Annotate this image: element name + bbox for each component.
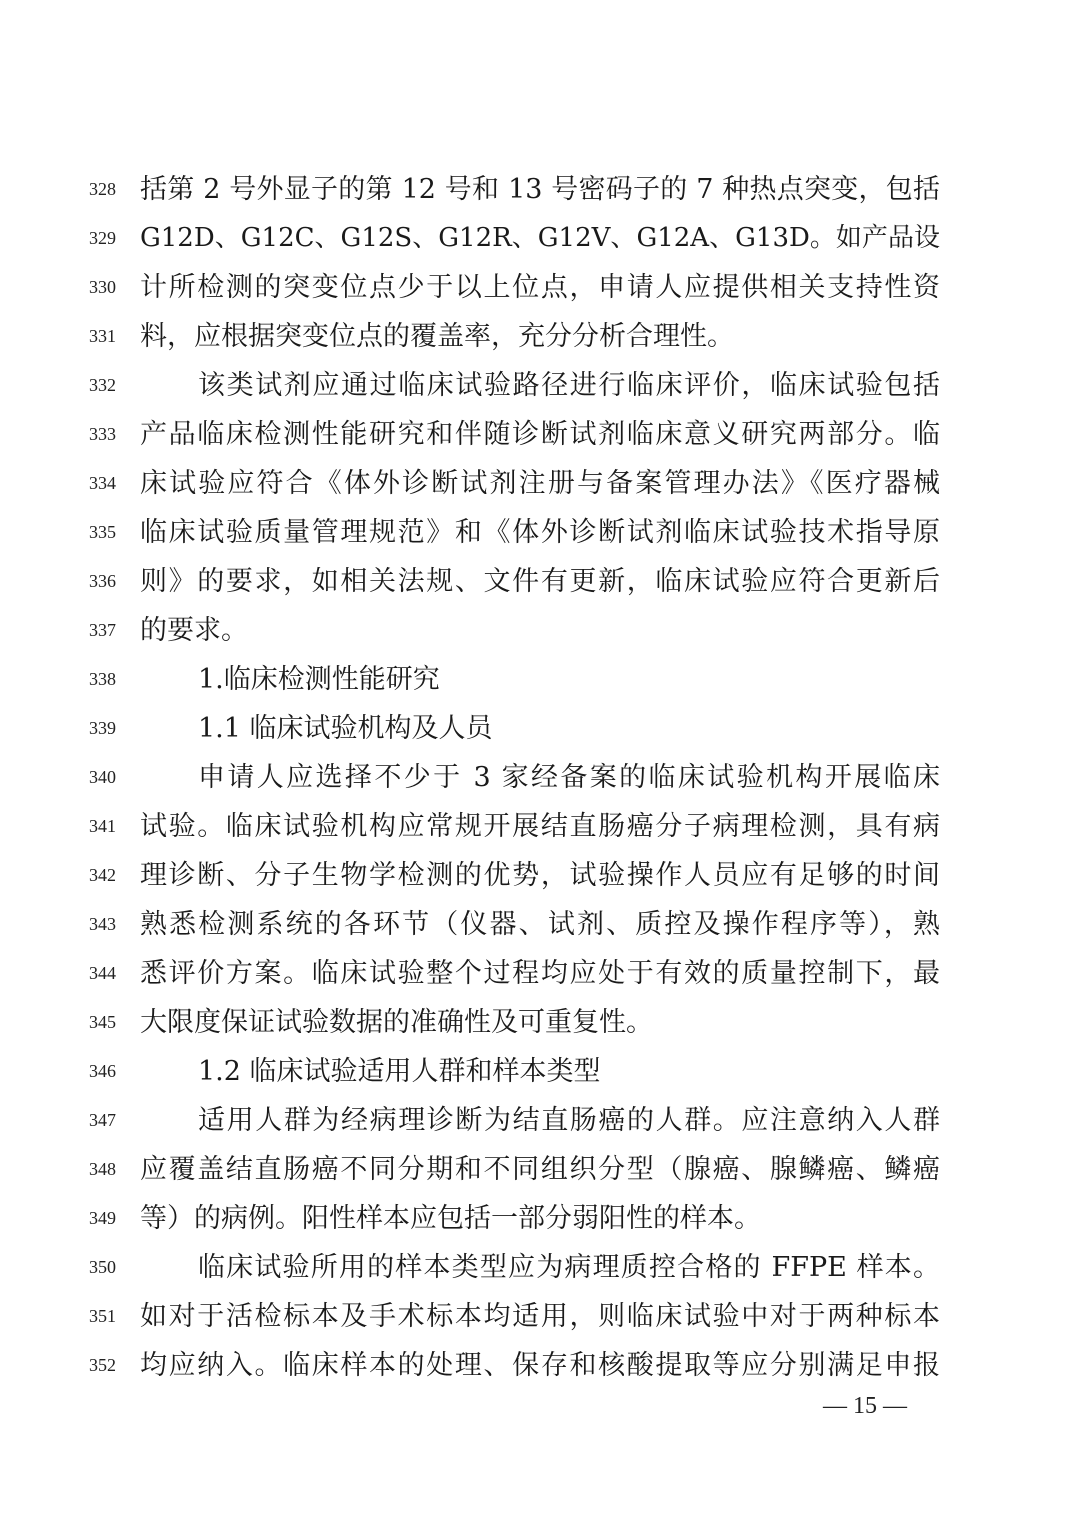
line-number: 341 — [89, 816, 116, 836]
line-text: 应覆盖结直肠癌不同分期和不同组织分型（腺癌、腺鳞癌、鳞癌 — [140, 1154, 940, 1185]
line-text: 适用人群为经病理诊断为结直肠癌的人群。应注意纳入人群 — [198, 1105, 940, 1136]
text-line — [0, 557, 1080, 606]
line-text: 理诊断、分子生物学检测的优势，试验操作人员应有足够的时间 — [140, 860, 940, 891]
text-line — [0, 312, 1080, 361]
line-number: 339 — [89, 718, 116, 738]
line-text: 均应纳入。临床样本的处理、保存和核酸提取等应分别满足申报 — [140, 1350, 940, 1381]
line-number: 350 — [89, 1257, 116, 1277]
line-number: 338 — [89, 669, 116, 689]
line-text: 料，应根据突变位点的覆盖率，充分分析合理性。 — [140, 321, 734, 352]
text-line — [0, 1145, 1080, 1194]
text-line — [0, 1194, 1080, 1243]
heading-text: 1.2 临床试验适用人群和样本类型 — [198, 1056, 601, 1087]
text-line — [0, 802, 1080, 851]
line-number: 343 — [89, 914, 116, 934]
line-number: 351 — [89, 1306, 116, 1326]
text-line — [0, 1341, 1080, 1390]
line-number: 331 — [89, 326, 116, 346]
heading-text: 1.1 临床试验机构及人员 — [198, 713, 493, 744]
subsection-heading — [0, 704, 1080, 753]
text-line — [0, 998, 1080, 1047]
text-line — [0, 410, 1080, 459]
text-line — [0, 1096, 1080, 1145]
line-number: 336 — [89, 571, 116, 591]
line-number: 352 — [89, 1355, 116, 1375]
line-number: 347 — [89, 1110, 116, 1130]
heading-text: 1.临床检测性能研究 — [198, 664, 440, 695]
text-line — [0, 606, 1080, 655]
text-line — [0, 263, 1080, 312]
page-number: — 15 — — [823, 1393, 907, 1419]
line-number: 332 — [89, 375, 116, 395]
text-line — [0, 165, 1080, 214]
line-text: 括第 2 号外显子的第 12 号和 13 号密码子的 7 种热点突变，包括 — [140, 174, 940, 205]
line-number: 333 — [89, 424, 116, 444]
line-number: 337 — [89, 620, 116, 640]
line-text: 床试验应符合《体外诊断试剂注册与备案管理办法》《医疗器械 — [140, 468, 940, 499]
line-text: 临床试验所用的样本类型应为病理质控合格的 FFPE 样本。 — [198, 1252, 940, 1283]
line-text: 申请人应选择不少于 3 家经备案的临床试验机构开展临床 — [198, 762, 940, 793]
subsection-heading — [0, 1047, 1080, 1096]
text-line — [0, 851, 1080, 900]
line-text: 试验。临床试验机构应常规开展结直肠癌分子病理检测，具有病 — [140, 811, 940, 842]
line-number: 328 — [89, 179, 116, 199]
line-number: 340 — [89, 767, 116, 787]
line-text: 大限度保证试验数据的准确性及可重复性。 — [140, 1007, 653, 1038]
line-text: 熟悉检测系统的各环节（仪器、试剂、质控及操作程序等），熟 — [140, 909, 940, 940]
text-line — [0, 214, 1080, 263]
line-number: 349 — [89, 1208, 116, 1228]
line-text: 产品临床检测性能研究和伴随诊断试剂临床意义研究两部分。临 — [140, 419, 940, 450]
section-heading — [0, 655, 1080, 704]
line-text: 则》的要求，如相关法规、文件有更新，临床试验应符合更新后 — [140, 566, 940, 597]
text-line — [0, 1292, 1080, 1341]
line-number: 334 — [89, 473, 116, 493]
line-number: 346 — [89, 1061, 116, 1081]
line-text: 临床试验质量管理规范》和《体外诊断试剂临床试验技术指导原 — [140, 517, 940, 548]
text-line — [0, 508, 1080, 557]
text-line — [0, 1243, 1080, 1292]
line-text: 计所检测的突变位点少于以上位点，申请人应提供相关支持性资 — [140, 272, 940, 303]
line-number: 330 — [89, 277, 116, 297]
line-text: G12D、G12C、G12S、G12R、G12V、G12A、G13D。如产品设 — [140, 223, 940, 253]
line-number: 335 — [89, 522, 116, 542]
line-number: 345 — [89, 1012, 116, 1032]
line-text: 如对于活检标本及手术标本均适用，则临床试验中对于两种标本 — [140, 1301, 940, 1332]
text-line — [0, 753, 1080, 802]
line-number: 344 — [89, 963, 116, 983]
line-text: 的要求。 — [140, 615, 248, 646]
line-number: 329 — [89, 228, 116, 248]
text-line — [0, 900, 1080, 949]
line-text: 悉评价方案。临床试验整个过程均应处于有效的质量控制下，最 — [140, 958, 940, 989]
line-number: 342 — [89, 865, 116, 885]
text-line — [0, 459, 1080, 508]
line-text: 等）的病例。阳性样本应包括一部分弱阳性的样本。 — [140, 1203, 761, 1234]
line-number: 348 — [89, 1159, 116, 1179]
text-line — [0, 949, 1080, 998]
line-text: 该类试剂应通过临床试验路径进行临床评价，临床试验包括 — [198, 370, 940, 401]
text-line — [0, 361, 1080, 410]
